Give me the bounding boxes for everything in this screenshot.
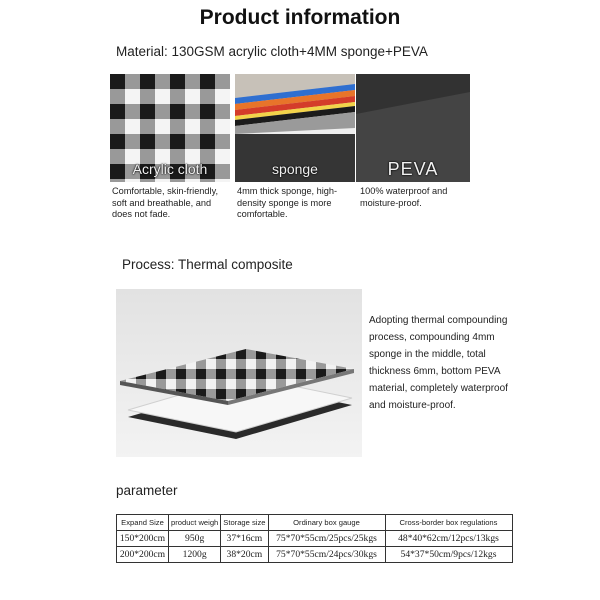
sponge-swatch	[235, 74, 355, 182]
sponge-label: sponge	[272, 161, 318, 177]
table-cell: 75*70*55cm/24pcs/30kgs	[268, 547, 385, 563]
peva-description: 100% waterproof and moisture-proof.	[360, 186, 448, 208]
peva-label: PEVA	[387, 159, 439, 179]
sponge-description: 4mm thick sponge, high-density sponge is more comfortable.	[237, 186, 338, 220]
page-title: Product information	[199, 6, 401, 29]
table-cell: 38*20cm	[221, 547, 268, 563]
col-ordinary-box: Ordinary box gauge	[268, 515, 385, 531]
acrylic-cloth-description: Comfortable, skin-friendly, soft and breathable, and does not fade.	[112, 186, 219, 220]
table-cell: 48*40*62cm/12pcs/13kgs	[385, 531, 512, 547]
col-cross-border-box: Cross-border box regulations	[385, 515, 512, 531]
table-cell: 1200g	[169, 547, 221, 563]
table-cell: 150*200cm	[117, 531, 169, 547]
table-cell: 54*37*50cm/9pcs/12kgs	[385, 547, 512, 563]
parameter-heading: parameter	[116, 483, 178, 498]
table-cell: 950g	[169, 531, 221, 547]
col-storage-size: Storage size	[221, 515, 268, 531]
process-description: Adopting thermal compounding process, compounding 4mm sponge in the middle, total thickness 6mm, bottom PEVA material, completely waterproof and moisture-proof.	[369, 315, 508, 411]
process-heading: Process: Thermal composite	[122, 257, 293, 272]
table-row	[117, 547, 513, 563]
table-cell: 200*200cm	[117, 547, 169, 563]
table-cell: 75*70*55cm/25pcs/25kgs	[268, 531, 385, 547]
table-row	[117, 531, 513, 547]
acrylic-cloth-swatch	[110, 74, 230, 182]
material-line: Material: 130GSM acrylic cloth+4MM sponge+PEVA	[116, 44, 428, 59]
acrylic-cloth-label: Acrylic cloth	[132, 161, 208, 177]
col-product-weight: product weigh	[169, 515, 221, 531]
parameter-table	[116, 514, 513, 563]
col-expand-size: Expand Size	[117, 515, 169, 531]
table-header-row	[117, 515, 513, 531]
peva-swatch	[356, 74, 470, 182]
table-cell: 37*16cm	[221, 531, 268, 547]
composite-layers-illustration	[116, 289, 362, 457]
